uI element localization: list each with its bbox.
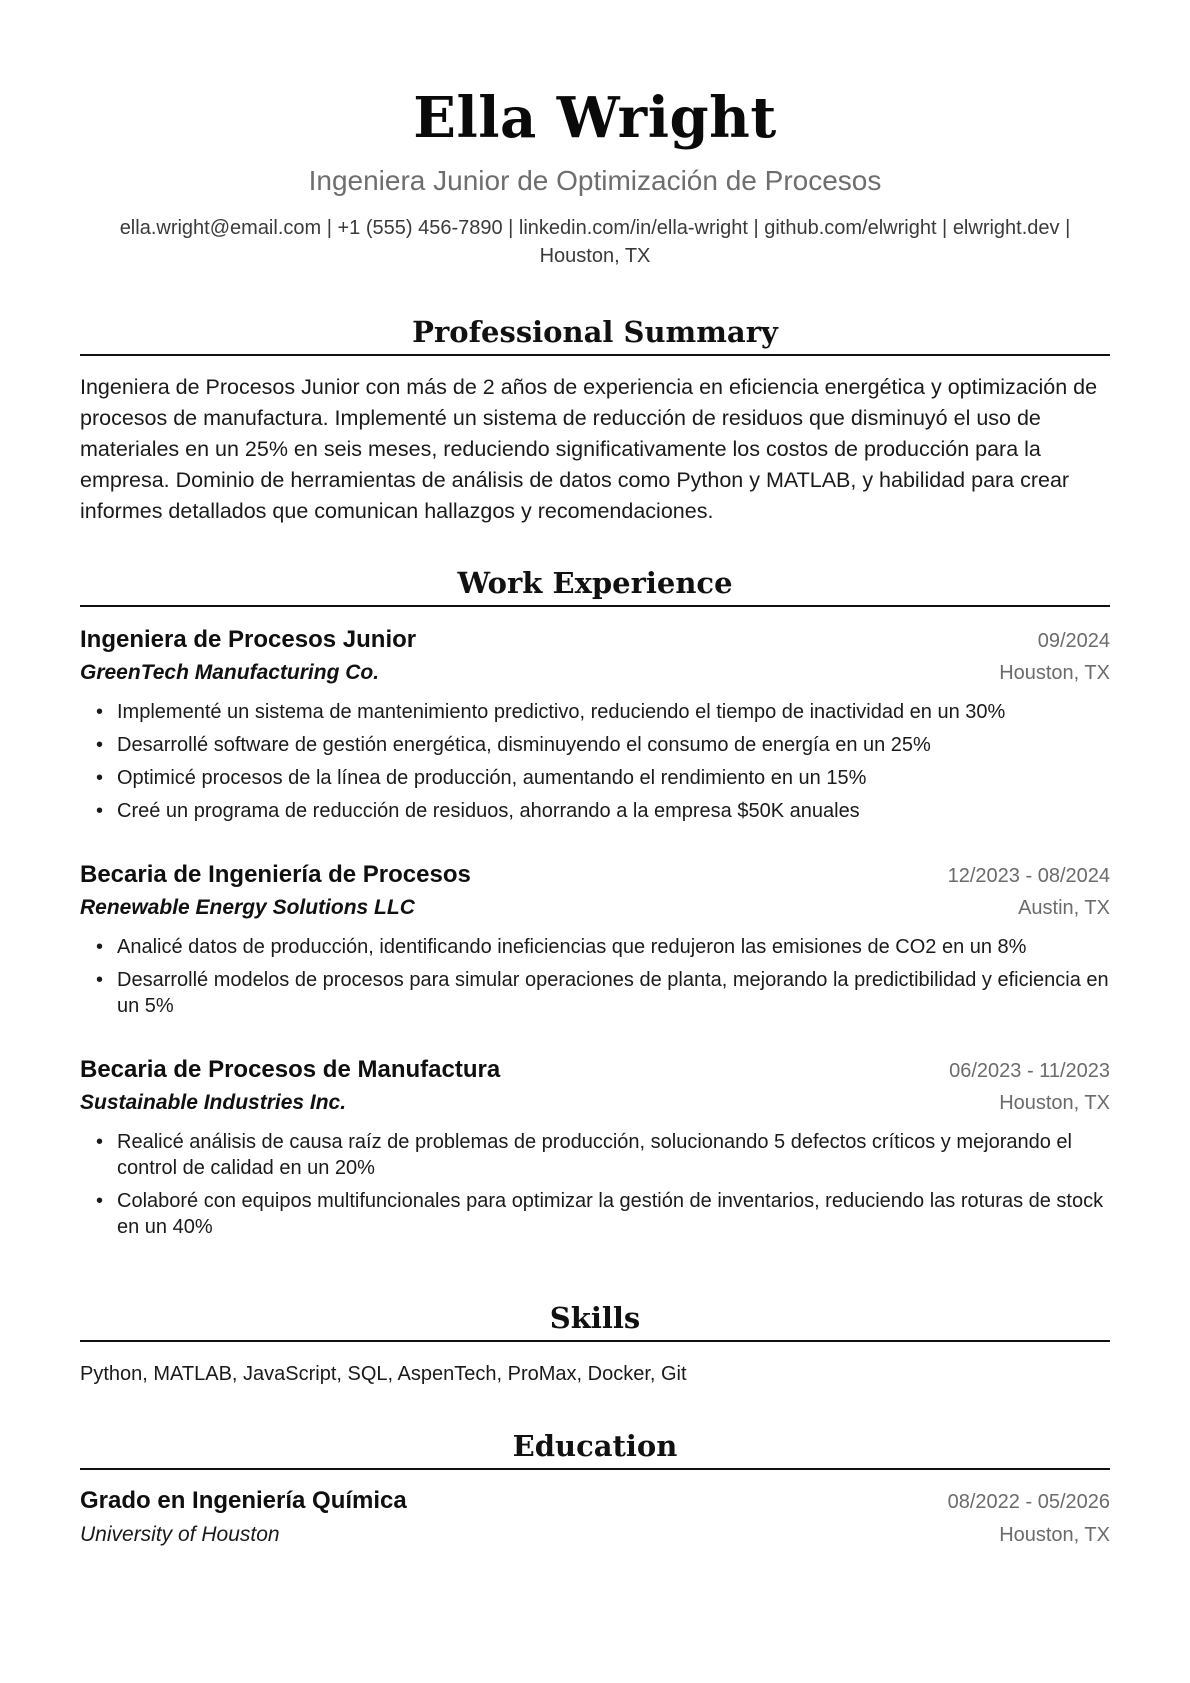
contact-info — [80, 214, 1110, 270]
contact-line-1: ella.wright@email.com | +1 (555) 456-7890 | linkedin.com/in/ella-wright | github.com/elwright | elwright.dev | — [119, 217, 1071, 239]
bullet-item: • Desarrollé modelos de procesos para simular operaciones de planta, mejorando la predictibilidad y eficiencia en un 5% — [80, 967, 1110, 1019]
job-title: Ingeniera de Procesos Junior — [80, 626, 417, 653]
job-location: Austin, TX — [1018, 897, 1110, 919]
summary-text: Ingeniera de Procesos Junior con más de 2 años de experiencia en eficiencia energética y optimización de procesos de manufactura. Implementé un sistema de reducción de residuos que disminuyó el uso de materiales en un 25% en seis meses, reduciendo significativamente los costos de producción para la empresa. Dominio de herramientas de análisis de datos como Python y MATLAB, y habilidad para crear informes detallados que comunican hallazgos y recomendaciones. — [80, 375, 1098, 523]
education-entry — [80, 1484, 1110, 1552]
job-location: Houston, TX — [999, 1092, 1110, 1114]
job-title: Becaria de Procesos de Manufactura — [80, 1056, 501, 1083]
company-name: Renewable Energy Solutions LLC — [80, 896, 415, 919]
education-date: 08/2022 - 05/2026 — [947, 1491, 1110, 1513]
contact-line-2: Houston, TX — [539, 245, 651, 267]
experience-section — [80, 565, 1110, 1240]
candidate-title: Ingeniera Junior de Optimización de Procesos — [308, 165, 882, 196]
degree-title: Grado en Ingeniería Química — [80, 1487, 407, 1514]
job-date: 06/2023 - 11/2023 — [949, 1060, 1110, 1082]
job-title: Becaria de Ingeniería de Procesos — [80, 861, 471, 888]
candidate-name: Ella Wright — [413, 85, 777, 151]
education-heading: Education — [80, 1428, 1110, 1470]
skills-list: Python, MATLAB, JavaScript, SQL, AspenTech, ProMax, Docker, Git — [80, 1363, 687, 1385]
bullet-item: • Analicé datos de producción, identificando ineficiencias que redujeron las emisiones de CO2 en un 8% — [80, 934, 1110, 960]
job-entry — [80, 858, 1110, 1019]
job-bullets — [80, 1129, 1110, 1240]
education-section — [80, 1428, 1110, 1552]
job-bullets — [80, 934, 1110, 1019]
job-date: 12/2023 - 08/2024 — [947, 865, 1110, 887]
job-entry — [80, 623, 1110, 824]
company-name: GreenTech Manufacturing Co. — [80, 661, 380, 684]
job-bullets — [80, 699, 1110, 824]
job-date: 09/2024 — [1037, 630, 1110, 652]
skills-section — [80, 1300, 1110, 1388]
bullet-item: • Realicé análisis de causa raíz de problemas de producción, solucionando 5 defectos críticos y mejorando el control de calidad en un 20% — [80, 1129, 1110, 1181]
bullet-item: • Optimicé procesos de la línea de producción, aumentando el rendimiento en un 15% — [80, 765, 1110, 791]
bullet-item: • Implementé un sistema de mantenimiento predictivo, reduciendo el tiempo de inactividad en un 30% — [80, 699, 1110, 725]
school-name: University of Houston — [80, 1523, 280, 1546]
summary-section — [80, 314, 1110, 527]
experience-heading: Work Experience — [80, 565, 1110, 607]
summary-heading: Professional Summary — [80, 314, 1110, 356]
bullet-item: • Desarrollé software de gestión energética, disminuyendo el consumo de energía en un 25% — [80, 732, 1110, 758]
job-location: Houston, TX — [999, 662, 1110, 684]
company-name: Sustainable Industries Inc. — [80, 1091, 347, 1114]
bullet-item: • Creé un programa de reducción de residuos, ahorrando a la empresa $50K anuales — [80, 798, 1110, 824]
skills-heading: Skills — [80, 1300, 1110, 1342]
job-entry — [80, 1053, 1110, 1240]
bullet-item: • Colaboré con equipos multifuncionales para optimizar la gestión de inventarios, reduciendo las roturas de stock en un 40% — [80, 1188, 1110, 1240]
education-location: Houston, TX — [999, 1524, 1110, 1546]
